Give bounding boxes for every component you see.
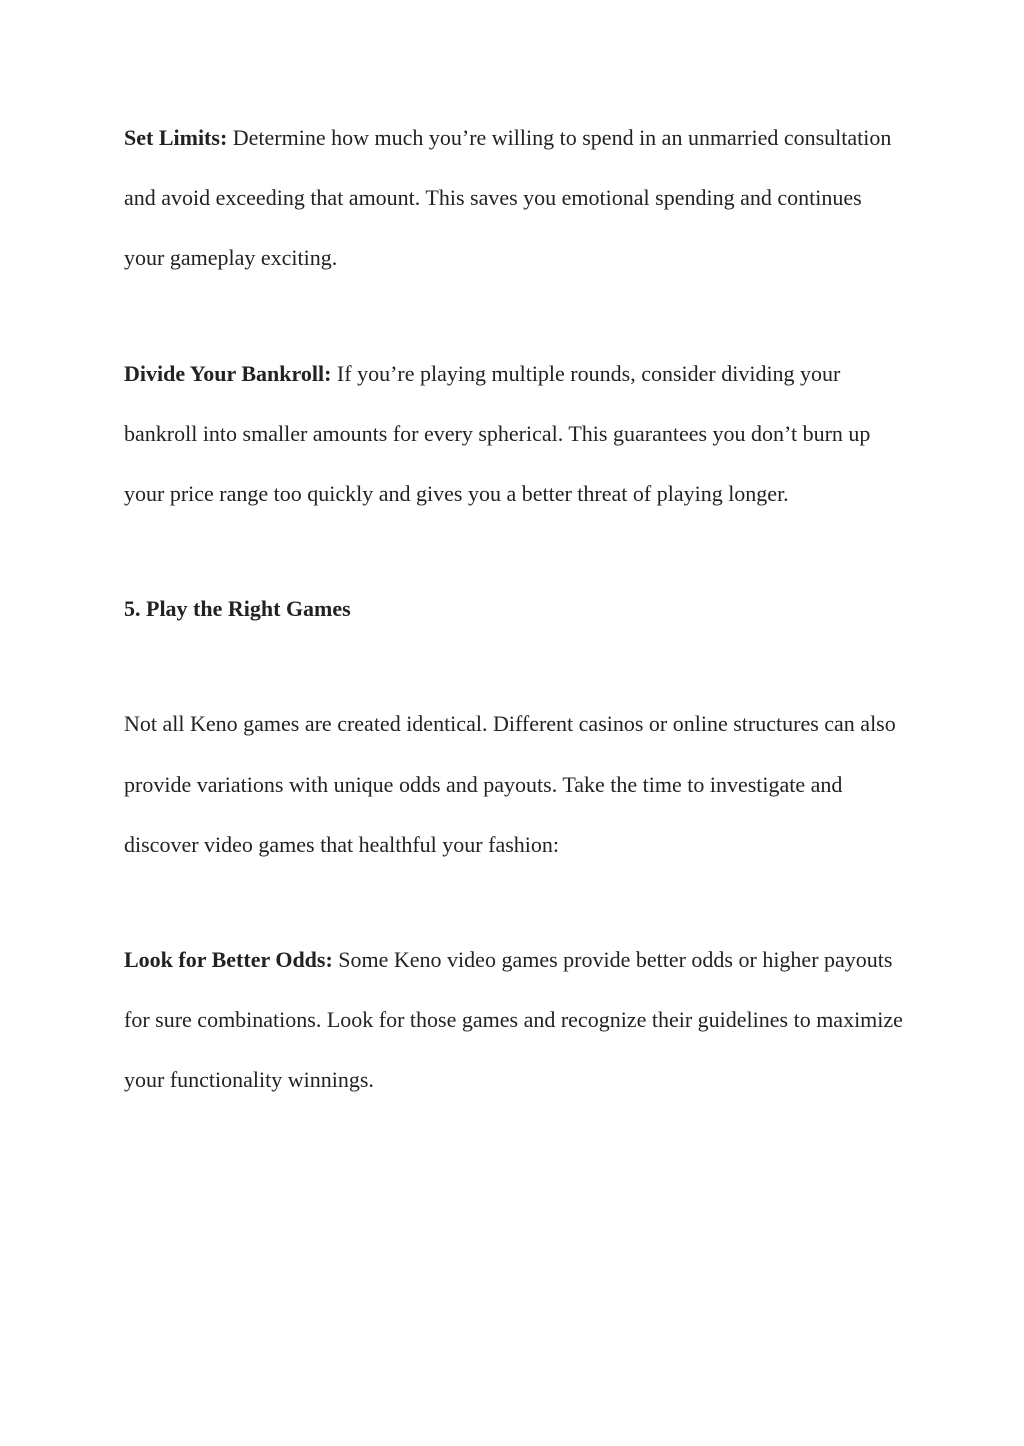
- paragraph-text: If you’re playing multiple rounds, consider dividing your bankroll into smaller amounts for every spherical. This guarantees you don’t burn up your price range too quickly and gives you a better threat of playing longer.: [124, 360, 871, 507]
- section-heading: 5. Play the Right Games: [124, 596, 351, 622]
- paragraph-set-limits: [124, 108, 904, 289]
- paragraph-lead: Divide Your Bankroll:: [124, 360, 332, 386]
- paragraph-text: Some Keno video games provide better odds or higher payouts for sure combinations. Look for those games and recognize their guidelines to maximize your functionality winnings.: [124, 947, 903, 1093]
- paragraph-keno-games: [124, 694, 904, 875]
- paragraph-text: Not all Keno games are created identical. Different casinos or online structures can also provide variations with unique odds and payouts. Take the time to investigate and discover video games that healthful your fashion:: [124, 711, 896, 857]
- paragraph-text: Determine how much you’re willing to spend in an unmarried consultation and avoid exceeding that amount. This saves you emotional spending and continues your gameplay exciting.: [124, 125, 892, 271]
- paragraph-divide-bankroll: [124, 344, 904, 525]
- paragraph-better-odds: [124, 930, 904, 1111]
- paragraph-lead: Set Limits:: [124, 125, 228, 150]
- paragraph-lead: Look for Better Odds:: [124, 947, 333, 973]
- document-body: [124, 108, 904, 1166]
